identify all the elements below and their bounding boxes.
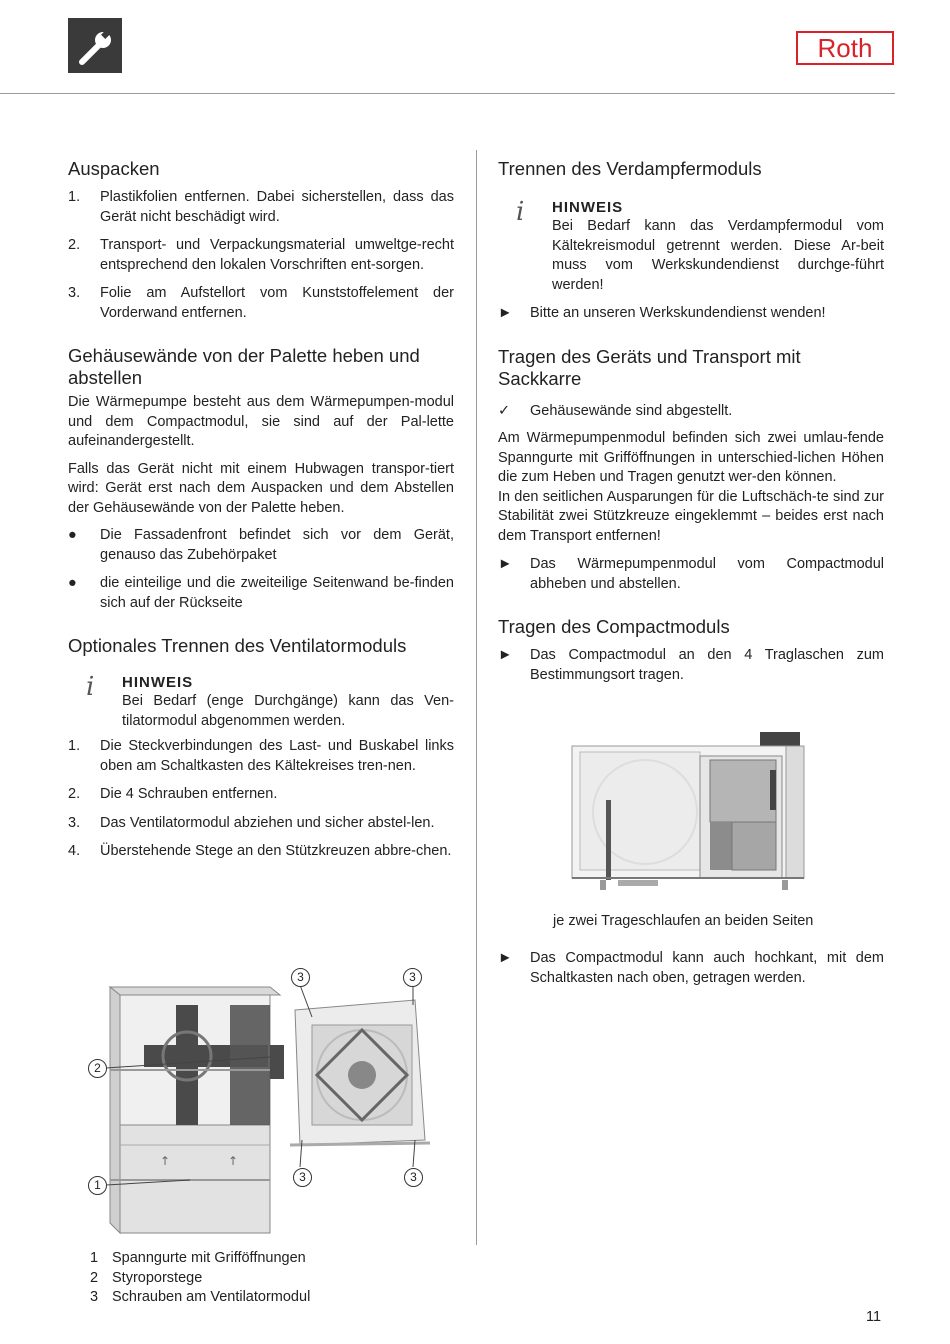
callout-3: 3 <box>293 1168 312 1187</box>
list-item: 3. Folie am Aufstellort vom Kunststoffelement der Vorderwand entfernen. <box>68 285 454 321</box>
legend-item: 3 Schrauben am Ventilatormodul <box>90 1289 311 1305</box>
brand-text: Roth <box>817 33 873 63</box>
list-item: 4. Überstehende Stege an den Stützkreuzen abbre-chen. <box>68 843 452 859</box>
note-title: HINWEIS <box>122 674 194 691</box>
heading-compactmodul: Tragen des Compactmoduls <box>498 616 730 637</box>
note-text: Bei Bedarf kann das Verdampfermodul vom Kältekreismodul getrennt werden. Diese Ar-beit muss vom Werkskundendienst durchge-führt werden! <box>552 218 884 293</box>
callout-3: 3 <box>403 968 422 987</box>
callout-3: 3 <box>291 968 310 987</box>
compact-module-illustration <box>570 730 810 895</box>
action-item: ► Das Compactmodul kann auch hochkant, mit dem Schaltkasten nach oben, getragen werden. <box>498 950 884 986</box>
callout-3: 3 <box>404 1168 423 1187</box>
precondition-item: ✓ Gehäusewände sind abgestellt. <box>498 402 733 419</box>
heading-verdampfermodul: Trennen des Verdampfermoduls <box>498 158 762 179</box>
note-title: HINWEIS <box>552 199 624 216</box>
heading-tragen-sackkarre: Tragen des Geräts und Transport mit Sackkarre <box>498 345 801 389</box>
action-item: ► Das Compactmodul an den 4 Traglaschen zum Bestimmungsort tragen. <box>498 647 884 683</box>
header-divider <box>0 93 895 94</box>
column-divider <box>476 150 477 1245</box>
list-item: 1. Die Steckverbindungen des Last- und Buskabel links oben am Schaltkasten des Kältekreises tren-nen. <box>68 738 454 774</box>
action-item: ► Bitte an unseren Werkskundendienst wenden! <box>498 305 826 321</box>
paragraph: Falls das Gerät nicht mit einem Hubwagen transpor-tiert wird: Gerät erst nach dem Auspacken und dem Abstellen der Gehäusewände von der Palette heben. <box>68 460 454 516</box>
info-icon: i <box>86 672 95 702</box>
list-item: 1. Plastikfolien entfernen. Dabei sicherstellen, dass das Gerät nicht beschädigt wird. <box>68 189 454 225</box>
note-box <box>498 198 884 295</box>
info-icon: i <box>516 197 525 227</box>
legend-item: 2 Styroporstege <box>90 1269 203 1286</box>
service-wrench-icon <box>68 18 122 73</box>
bullet-item: ● Die Fassadenfront befindet sich vor dem Gerät, genauso das Zubehörpaket <box>68 527 454 563</box>
paragraph: In den seitlichen Ausparungen für die Luftschäch-te sind zur Stabilität zwei Stützkreuze eingeklemmt – beides erst nach dem Transport entfernen! <box>498 488 884 544</box>
heading-auspacken: Auspacken <box>68 158 160 179</box>
svg-text:↑: ↑ <box>228 1154 239 1168</box>
callout-2: 2 <box>88 1059 107 1078</box>
page-number: 11 <box>866 1309 882 1325</box>
left-column <box>68 150 454 862</box>
right-column <box>498 150 884 685</box>
paragraph: Die Wärmepumpe besteht aus dem Wärmepumpen-modul und dem Compactmodul, sie sind auf der Pal-lette aufeinandergestellt. <box>68 394 454 449</box>
note-box <box>68 673 454 731</box>
ventilator-module-illustration <box>80 965 450 1240</box>
heading-ventilatormodul: Optionales Trennen des Ventilatormoduls <box>68 635 407 656</box>
note-text: Bei Bedarf (enge Durchgänge) kann das Ven-tilatormodul abgenommen werden. <box>122 693 454 729</box>
roth-logo <box>796 30 894 66</box>
bullet-item: ● die einteilige und die zweiteilige Seitenwand be-finden sich auf der Rückseite <box>68 575 454 611</box>
svg-text:↑: ↑ <box>160 1154 171 1168</box>
paragraph: Am Wärmepumpenmodul befinden sich zwei umlau-fende Spanngurte mit Grifföffnungen in unterschied-lichen Höhen die zum Heben und Tragen genutzt wer-den können. <box>498 430 884 485</box>
list-item: 2. Die 4 Schrauben entfernen. <box>68 786 278 802</box>
figure-caption: je zwei Trageschlaufen an beiden Seiten <box>553 913 814 929</box>
list-item: 3. Das Ventilatormodul abziehen und sicher abstel-len. <box>68 814 435 831</box>
heading-gehaeusewaende: Gehäusewände von der Palette heben und abstellen <box>68 345 420 388</box>
figure-legend <box>68 1249 454 1308</box>
action-item: ► Das Wärmepumpenmodul vom Compactmodul abheben und abstellen. <box>498 556 884 592</box>
legend-item: 1 Spanngurte mit Grifföffnungen <box>90 1250 306 1266</box>
list-item: 2. Transport- und Verpackungsmaterial umweltge-recht entsprechend den lokalen Vorschriften ent-sorgen. <box>68 237 454 273</box>
callout-1: 1 <box>88 1176 107 1195</box>
